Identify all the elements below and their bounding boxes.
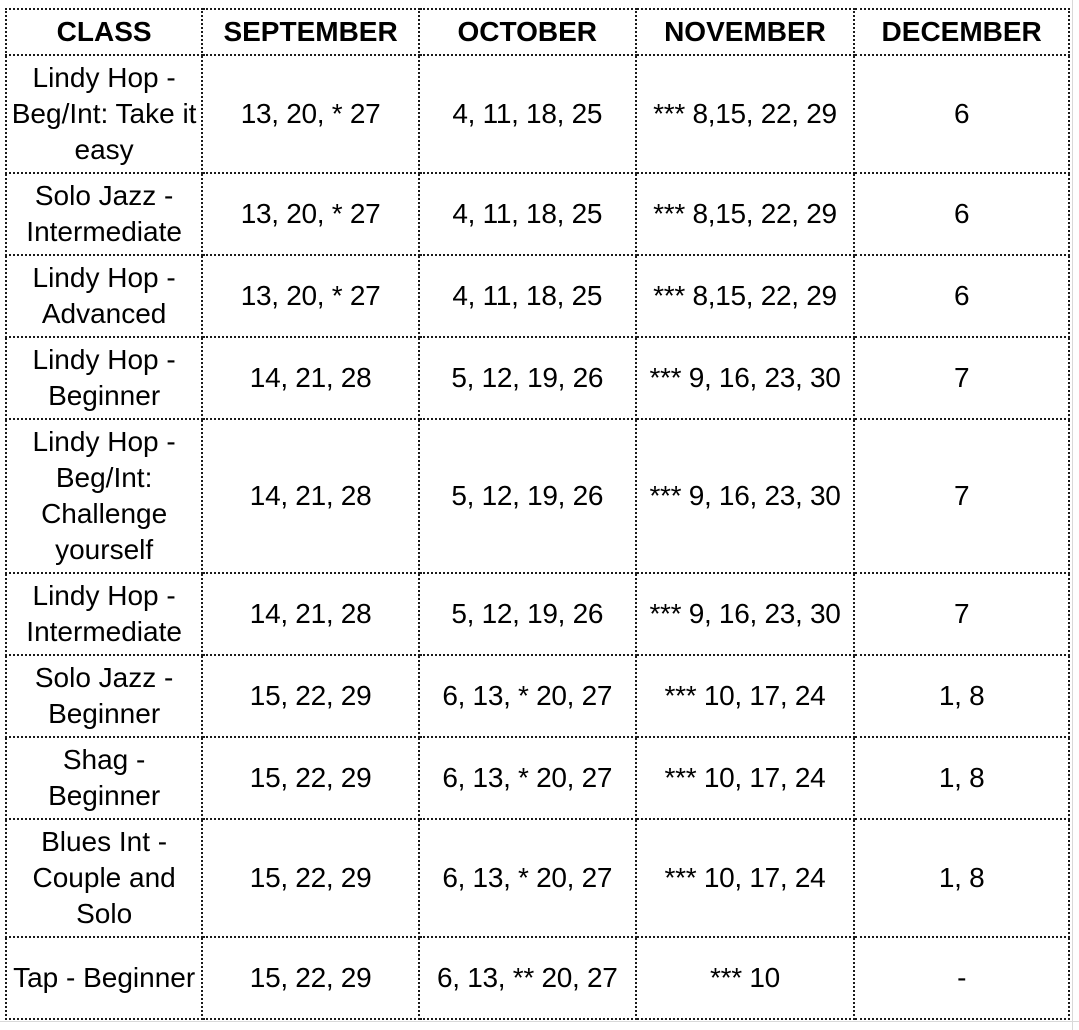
- october-cell[interactable]: 5, 12, 19, 26: [419, 337, 636, 419]
- november-cell[interactable]: *** 10, 17, 24: [636, 737, 855, 819]
- november-cell[interactable]: *** 9, 16, 23, 30: [636, 419, 855, 573]
- october-cell[interactable]: 6, 13, * 20, 27: [419, 737, 636, 819]
- class-cell[interactable]: Shag - Beginner: [6, 737, 202, 819]
- table-row: [6, 337, 1069, 419]
- class-cell[interactable]: Lindy Hop - Beg/Int: Take it easy: [6, 55, 202, 173]
- header-october[interactable]: OCTOBER: [419, 9, 636, 55]
- december-cell[interactable]: -: [854, 937, 1069, 1019]
- table-row: [6, 937, 1069, 1019]
- october-cell[interactable]: 5, 12, 19, 26: [419, 573, 636, 655]
- december-cell[interactable]: 6: [854, 173, 1069, 255]
- table-row: [6, 573, 1069, 655]
- september-cell[interactable]: 15, 22, 29: [202, 819, 419, 937]
- class-cell[interactable]: Tap - Beginner: [6, 937, 202, 1019]
- november-cell[interactable]: *** 9, 16, 23, 30: [636, 573, 855, 655]
- table-row: [6, 55, 1069, 173]
- class-cell[interactable]: Lindy Hop - Advanced: [6, 255, 202, 337]
- december-cell[interactable]: 1, 8: [854, 819, 1069, 937]
- october-cell[interactable]: 4, 11, 18, 25: [419, 255, 636, 337]
- header-november[interactable]: NOVEMBER: [636, 9, 855, 55]
- december-cell[interactable]: 6: [854, 55, 1069, 173]
- table-row: [6, 819, 1069, 937]
- november-cell[interactable]: *** 9, 16, 23, 30: [636, 337, 855, 419]
- october-cell[interactable]: 6, 13, ** 20, 27: [419, 937, 636, 1019]
- october-cell[interactable]: 5, 12, 19, 26: [419, 419, 636, 573]
- header-row: [6, 9, 1069, 55]
- november-cell[interactable]: *** 8,15, 22, 29: [636, 173, 855, 255]
- september-cell[interactable]: 15, 22, 29: [202, 737, 419, 819]
- sheet-gridline-right: [1072, 0, 1079, 1030]
- class-cell[interactable]: Lindy Hop - Beginner: [6, 337, 202, 419]
- september-cell[interactable]: 14, 21, 28: [202, 337, 419, 419]
- header-december[interactable]: DECEMBER: [854, 9, 1069, 55]
- october-cell[interactable]: 6, 13, * 20, 27: [419, 819, 636, 937]
- class-cell[interactable]: Lindy Hop - Beg/Int: Challenge yourself: [6, 419, 202, 573]
- september-cell[interactable]: 15, 22, 29: [202, 937, 419, 1019]
- table-row: [6, 419, 1069, 573]
- november-cell[interactable]: *** 8,15, 22, 29: [636, 55, 855, 173]
- december-cell[interactable]: 6: [854, 255, 1069, 337]
- sheet-gridline-bottom: [0, 1021, 1079, 1030]
- september-cell[interactable]: 13, 20, * 27: [202, 255, 419, 337]
- october-cell[interactable]: 4, 11, 18, 25: [419, 55, 636, 173]
- september-cell[interactable]: 13, 20, * 27: [202, 55, 419, 173]
- september-cell[interactable]: 14, 21, 28: [202, 419, 419, 573]
- october-cell[interactable]: 4, 11, 18, 25: [419, 173, 636, 255]
- november-cell[interactable]: *** 10, 17, 24: [636, 819, 855, 937]
- december-cell[interactable]: 7: [854, 337, 1069, 419]
- december-cell[interactable]: 1, 8: [854, 655, 1069, 737]
- class-cell[interactable]: Solo Jazz - Beginner: [6, 655, 202, 737]
- class-cell[interactable]: Lindy Hop - Intermediate: [6, 573, 202, 655]
- table-row: [6, 255, 1069, 337]
- september-cell[interactable]: 13, 20, * 27: [202, 173, 419, 255]
- november-cell[interactable]: *** 10, 17, 24: [636, 655, 855, 737]
- november-cell[interactable]: *** 8,15, 22, 29: [636, 255, 855, 337]
- class-cell[interactable]: Solo Jazz - Intermediate: [6, 173, 202, 255]
- december-cell[interactable]: 1, 8: [854, 737, 1069, 819]
- table-row: [6, 737, 1069, 819]
- november-cell[interactable]: *** 10: [636, 937, 855, 1019]
- december-cell[interactable]: 7: [854, 573, 1069, 655]
- october-cell[interactable]: 6, 13, * 20, 27: [419, 655, 636, 737]
- header-class[interactable]: CLASS: [6, 9, 202, 55]
- class-cell[interactable]: Blues Int - Couple and Solo: [6, 819, 202, 937]
- december-cell[interactable]: 7: [854, 419, 1069, 573]
- class-schedule-table: [5, 8, 1070, 1020]
- table-row: [6, 173, 1069, 255]
- september-cell[interactable]: 14, 21, 28: [202, 573, 419, 655]
- september-cell[interactable]: 15, 22, 29: [202, 655, 419, 737]
- table-row: [6, 655, 1069, 737]
- header-september[interactable]: SEPTEMBER: [202, 9, 419, 55]
